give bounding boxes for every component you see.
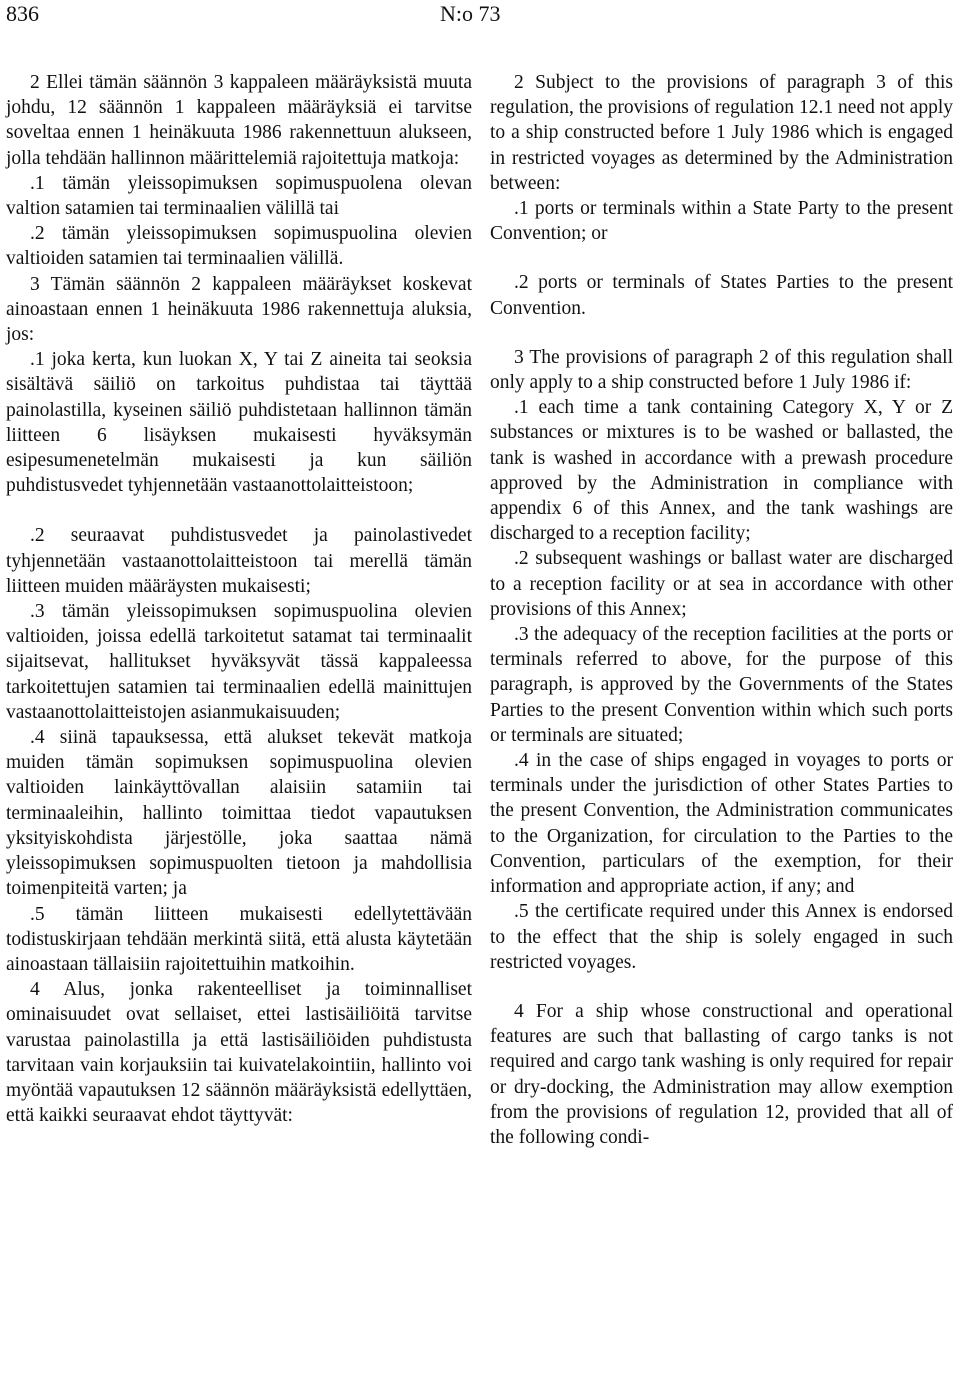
fi-item-3-1: .1 joka kerta, kun luokan X, Y tai Z aineita tai seoksia sisältävä säiliö on tarkoitus puhdistaa tai täyttää painolastilla, kyseinen säiliö puhdistetaan hallinnon tämän liitteen 6 lisäyksen mukaisesti hyväksymän esipesumenetelmän mukaisesti ja kun säiliön puhdistusvedet tyhjennetään vastaanottolaitteistoon; bbox=[6, 349, 472, 497]
fi-paragraph-3: 3 Tämän säännön 2 kappaleen määräykset koskevat ainoastaan ennen 1 heinäkuuta 1986 rakennettuja aluksia, jos: bbox=[6, 273, 472, 346]
issue-number: N:o 73 bbox=[440, 1, 501, 26]
fi-item-3-5: .5 tämän liitteen mukaisesti edellytettävään todistuskirjaan tehdään merkintä siitä, että alusta käytetään ainoastaan tällaisiin rajoitettuihin matkoihin. bbox=[6, 903, 472, 975]
page-number: 836 bbox=[6, 1, 39, 26]
en-item-3-1: .1 each time a tank containing Category X, Y or Z substances or mixtures is to be washed or ballasted, the tank is washed in accordance with a prewash procedure approved by the Administration in compliance with appendix 6 of this Annex, and the tank washings are discharged to a reception facility; bbox=[490, 397, 953, 545]
fi-paragraph-4: 4 Alus, jonka rakenteelliset ja toiminnalliset ominaisuudet ovat sellaiset, ettei lastisäiliöitä tarvitse varustaa painolastilla ja että lastisäiliöiden puhdistusta tarvitaan vain korjauksiin tai kuivatelakointiin, hallinto voi myöntää vapautuksen 12 säännön määräyksistä edellyttäen, että kaikki seuraavat ehdot täyttyvät: bbox=[6, 979, 472, 1127]
en-item-2-1: .1 ports or terminals within a State Party to the present Convention; or bbox=[490, 198, 953, 245]
en-paragraph-4: 4 For a ship whose constructional and operational features are such that ballasting of cargo tanks is not required and cargo tank washing is only required for repair or dry-docking, the Administration may allow exemption from the provisions of regulation 12, provided that all of the following condi- bbox=[490, 1000, 953, 1148]
en-item-2-2: .2 ports or terminals of States Parties to the present Convention. bbox=[490, 272, 953, 319]
en-item-3-2: .2 subsequent washings or ballast water are discharged to a reception facility or at sea in accordance with other provisions of this Annex; bbox=[490, 548, 953, 620]
en-paragraph-2: 2 Subject to the provisions of paragraph 3 of this regulation, the provisions of regulation 12.1 need not apply to a ship constructed before 1 July 1986 which is engaged in restricted voyages as determined by the Administration between: bbox=[490, 72, 953, 194]
en-item-3-5: .5 the certificate required under this Annex is endorsed to the effect that the ship is solely engaged in such restricted voyages. bbox=[490, 901, 953, 973]
fi-item-3-3: .3 tämän yleissopimuksen sopimuspuolina olevien valtioiden, joissa edellä tarkoitetut satamat tai terminaalit sijaitsevat, hallitukset hyväksyvät tässä kappaleessa tarkoitettujen satamien tai terminaalien edellä mainittujen vastaanottolaitteistojen asianmukaisuuden; bbox=[6, 601, 472, 723]
fi-paragraph-2: 2 Ellei tämän säännön 3 kappaleen määräyksistä muuta johdu, 12 säännön 1 kappaleen määräyksiä ei tarvitse soveltaa ennen 1 heinäkuuta 1986 rakennettuun alukseen, jolla tehdään hallinnon määrittelemiä rajoitettuja matkoja: bbox=[6, 72, 472, 169]
en-paragraph-3: 3 The provisions of paragraph 2 of this regulation shall only apply to a ship constructed before 1 July 1986 if: bbox=[490, 346, 953, 394]
fi-item-2-1: .1 tämän yleissopimuksen sopimuspuolena olevan valtion satamien tai terminaalien välillä tai bbox=[6, 172, 472, 220]
en-item-3-4: .4 in the case of ships engaged in voyages to ports or terminals under the jurisdiction of other States Parties to the present Convention, the Administration communicates to the Organization, for circulation to the Parties to the Convention, particulars of the exemption, for their information and appropriate action, if any; and bbox=[490, 750, 953, 898]
fi-item-3-2: .2 seuraavat puhdistusvedet ja painolastivedet tyhjennetään vastaanottolaitteistoon tai merellä tämän liitteen muiden määräysten mukaisesti; bbox=[6, 525, 472, 597]
en-item-3-3: .3 the adequacy of the reception facilities at the ports or terminals referred to above, for the purpose of this paragraph, is approved by the Governments of the States Parties to the present Convention within which such ports or terminals are situated; bbox=[490, 624, 953, 746]
fi-item-3-4: .4 siinä tapauksessa, että alukset tekevät matkoja muiden tämän sopimuksen sopimuspuolina olevien valtioiden lainkäyttövallan alaisiin satamiin tai terminaaleihin, hallinto toimittaa tiedot vapautuksen yksityiskohdista järjestölle, joka saattaa nämä yleissopimuksen sopimuspuolten tietoon ja mahdollisia toimenpiteitä varten; ja bbox=[6, 727, 472, 900]
finnish-column bbox=[6, 70, 472, 1128]
page-header bbox=[0, 0, 960, 40]
english-column bbox=[490, 70, 953, 1150]
fi-item-2-2: .2 tämän yleissopimuksen sopimuspuolina olevien valtioiden satamien tai terminaalien välillä. bbox=[6, 223, 472, 270]
